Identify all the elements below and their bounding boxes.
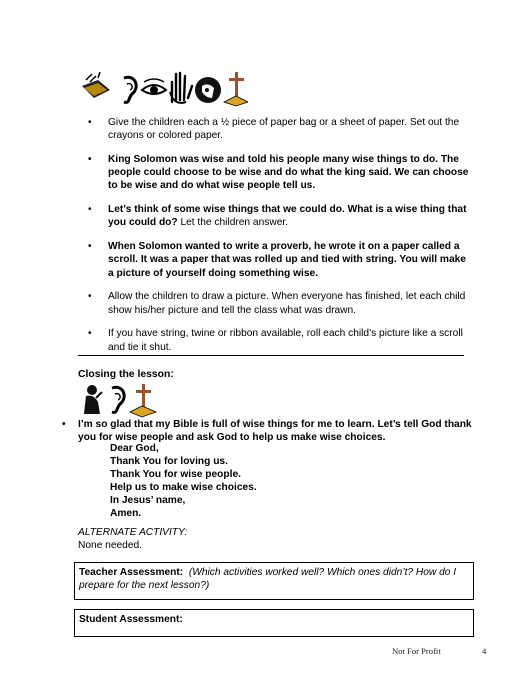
- list-item: • King Solomon was wise and told his people many wise things to do. The people could choose to be wise and do what the king said. We can choose to be wise and do what wise people tell us.: [88, 153, 474, 193]
- list-item: • If you have string, twine or ribbon available, roll each child’s picture like a scroll and tie it shut.: [88, 327, 474, 353]
- list-item-bold: Let’s think of some wise things that we could do. What is a wise thing that you could do?: [108, 204, 467, 229]
- list-item: [88, 203, 474, 229]
- prayer: [110, 442, 257, 520]
- closing-title: Closing the lesson:: [78, 369, 174, 380]
- lesson-icons-closing: [80, 382, 160, 418]
- cross-bible-icon: [130, 384, 156, 417]
- cross-bible-icon: [224, 72, 248, 106]
- teacher-assessment-prompt: (Which activities worked well? Which ones didn’t? How do I prepare for the next lesson?): [79, 567, 457, 591]
- praying-head-icon: [195, 77, 221, 103]
- student-assessment-box: [74, 609, 474, 637]
- section-divider: [78, 355, 464, 356]
- list-item-plain: Let the children answer.: [177, 217, 289, 229]
- list-item: • Allow the children to draw a picture. When everyone has finished, let each child show his/her picture and tell the class what was drawn.: [88, 290, 474, 316]
- alternate-activity: [78, 526, 187, 552]
- bullet-dot: •: [62, 419, 66, 430]
- prayer-line: Thank You for loving us.: [110, 456, 228, 467]
- activity-list: [88, 116, 474, 364]
- bible-icon: [82, 72, 110, 98]
- list-item: • Give the children each a ½ piece of paper bag or a sheet of paper. Set out the crayons or colored paper.: [88, 116, 474, 142]
- prayer-line: Help us to make wise choices.: [110, 482, 257, 493]
- prayer-line: Amen.: [110, 508, 142, 519]
- alternate-activity-text: None needed.: [78, 540, 143, 551]
- teacher-assessment-label: Teacher Assessment:: [79, 567, 184, 578]
- prayer-line: In Jesus’ name,: [110, 495, 186, 506]
- ear-icon: [124, 77, 136, 102]
- student-assessment-label: Student Assessment:: [79, 614, 183, 625]
- hand-icon: [170, 73, 192, 103]
- list-item: • When Solomon wanted to write a proverb, he wrote it on a paper called a scroll. It was a paper that was rolled up and tied with string. You will make a picture of yourself doing something wise.: [88, 240, 474, 280]
- eye-icon: [142, 79, 166, 94]
- closing-text: I’m so glad that my Bible is full of wise things for me to learn. Let’s tell God thank you for wise people and ask God to help us make wise choices.: [78, 419, 472, 443]
- lesson-icons-top: [78, 68, 248, 108]
- ear-icon: [112, 387, 124, 412]
- prayer-line: Thank You for wise people.: [110, 469, 241, 480]
- page-number: 4: [482, 646, 487, 656]
- alternate-activity-title: ALTERNATE ACTIVITY:: [78, 527, 188, 538]
- praying-child-icon: [84, 385, 102, 414]
- footer-text: Not For Profit: [392, 646, 441, 656]
- prayer-line: Dear God,: [110, 443, 159, 454]
- teacher-assessment-box: [74, 562, 474, 600]
